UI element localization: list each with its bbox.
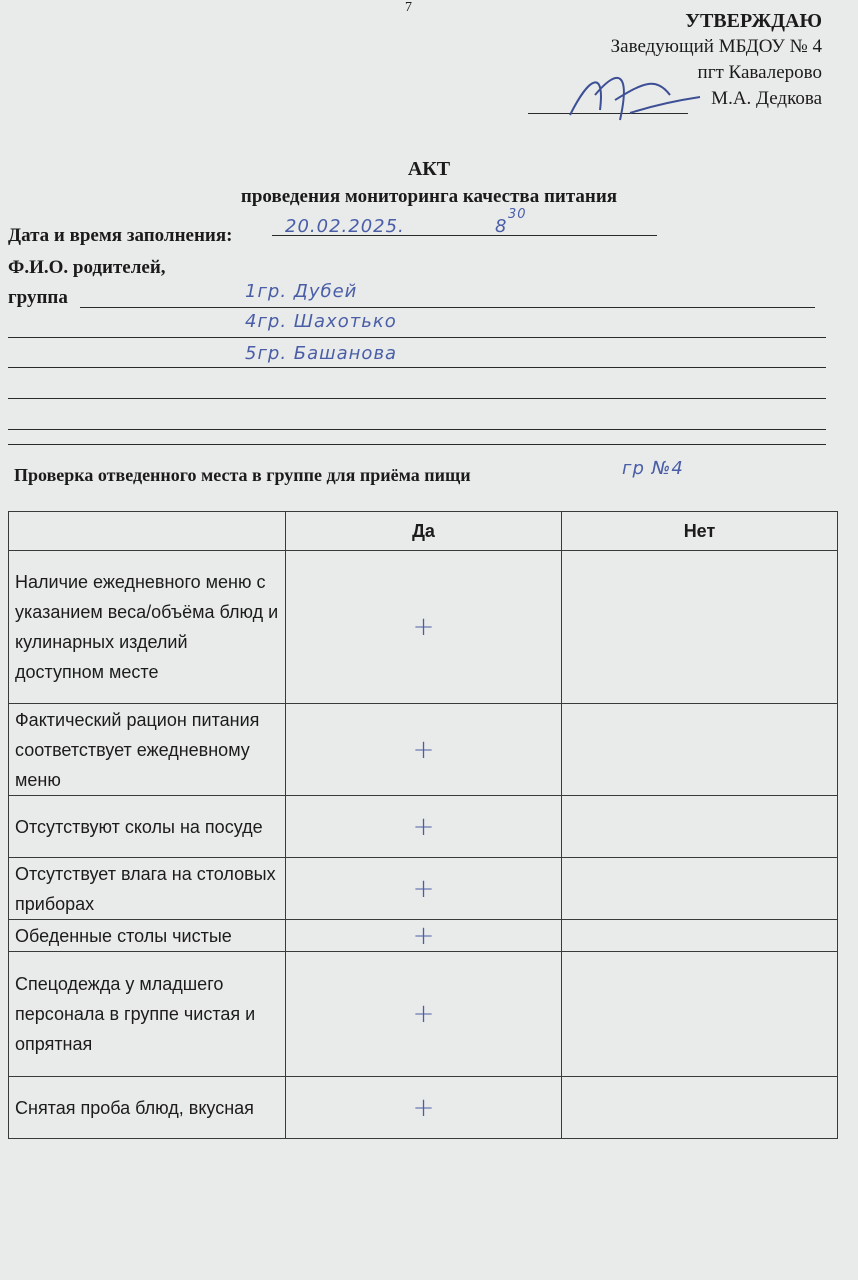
row-no — [561, 952, 837, 1077]
time-value: 8 — [495, 216, 508, 237]
approval-locality: пгт Кавалерово — [697, 62, 822, 83]
approval-name: М.А. Дедкова — [711, 88, 822, 109]
table-header-no: Нет — [561, 512, 837, 551]
row-yes: + — [286, 1077, 562, 1139]
row-yes: + — [286, 920, 562, 952]
row-label: Наличие ежедневного меню с указанием веса/объёма блюд и кулинарных изделий доступном месте — [9, 551, 286, 704]
signature-image — [560, 55, 710, 140]
section-heading: Проверка отведенного места в группе для приёма пищи — [14, 465, 471, 485]
blank-line — [8, 444, 826, 445]
row-no — [561, 1077, 837, 1139]
table-row — [9, 1077, 838, 1139]
table-header-blank — [9, 512, 286, 551]
table-row — [9, 858, 838, 920]
row-yes: + — [286, 704, 562, 796]
row-yes: + — [286, 858, 562, 920]
date-label: Дата и время заполнения: — [8, 225, 233, 246]
row-label: Обеденные столы чистые — [9, 920, 286, 952]
section-note: гр №4 — [622, 458, 684, 479]
approval-position: Заведующий МБДОУ № 4 — [610, 36, 822, 57]
time-sup: 30 — [508, 207, 527, 222]
row-no — [561, 858, 837, 920]
row-label: Фактический рацион питания соответствует ежедневному меню — [9, 704, 286, 796]
row-yes: + — [286, 551, 562, 704]
group-line — [80, 307, 815, 308]
blank-line — [8, 398, 826, 399]
parent-entry: 5гр. Башанова — [245, 343, 398, 364]
row-label: Отсутствуют сколы на посуде — [9, 796, 286, 858]
row-no — [561, 704, 837, 796]
table-row — [9, 796, 838, 858]
table-row — [9, 952, 838, 1077]
row-yes: + — [286, 952, 562, 1077]
blank-line — [8, 429, 826, 430]
table-header-row — [9, 512, 838, 551]
blank-line — [8, 337, 826, 338]
parent-entry: 4гр. Шахотько — [245, 311, 397, 332]
date-value: 20.02.2025. — [285, 216, 405, 237]
group-label: группа — [8, 287, 68, 308]
parents-label: Ф.И.О. родителей, — [8, 257, 166, 278]
table-header-yes: Да — [286, 512, 562, 551]
table-row — [9, 551, 838, 704]
check-table — [8, 511, 838, 1139]
page-number: 7 — [405, 0, 412, 15]
parent-entry: 1гр. Дубей — [245, 281, 358, 302]
blank-line — [8, 367, 826, 368]
document-title: АКТ — [407, 158, 451, 180]
row-yes: + — [286, 796, 562, 858]
document-subtitle: проведения мониторинга качества питания — [240, 186, 618, 207]
row-no — [561, 796, 837, 858]
approval-heading: УТВЕРЖДАЮ — [685, 10, 822, 32]
row-label: Снятая проба блюд, вкусная — [9, 1077, 286, 1139]
row-label: Отсутствует влага на столовых приборах — [9, 858, 286, 920]
row-no — [561, 551, 837, 704]
table-row — [9, 704, 838, 796]
row-label: Спецодежда у младшего персонала в группе чистая и опрятная — [9, 952, 286, 1077]
row-no — [561, 920, 837, 952]
table-row — [9, 920, 838, 952]
